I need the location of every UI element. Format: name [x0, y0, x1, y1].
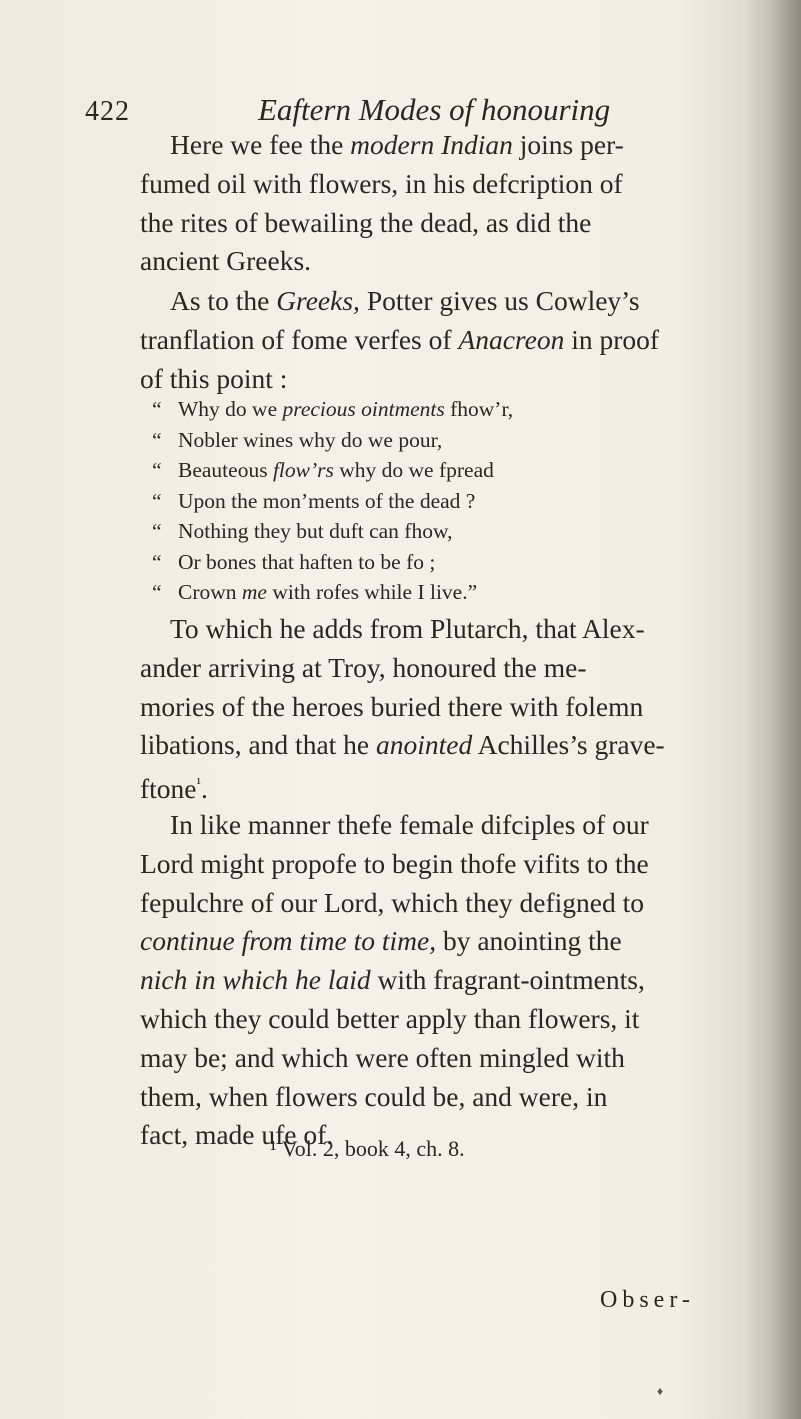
- text-line: ancient Greeks.: [140, 245, 312, 277]
- text-line: libations, and that he anointed Achilles’s grave-: [140, 729, 665, 761]
- text-line: the rites of bewailing the dead, as did the: [140, 206, 592, 238]
- text-line: Here we fee the modern Indian joins per-: [170, 129, 624, 160]
- text-line: of this point :: [140, 362, 288, 394]
- text-line: them, when flowers could be, and were, in: [140, 1080, 608, 1112]
- running-title: Eaftern Modes of honouring: [258, 92, 611, 127]
- footnote-reference: ¹: [196, 776, 202, 793]
- text-line: tranflation of fome verfes of Anacreon in proof: [140, 323, 660, 355]
- text-line: Lord might propofe to begin thofe vifits to the: [140, 847, 649, 879]
- verse-line: “ Beauteous flow’rs why do we fpread: [152, 458, 494, 482]
- text-line: which they could better apply than flowers, it: [140, 1002, 640, 1034]
- text-line: may be; and which were often mingled with: [140, 1041, 625, 1073]
- text-line: mories of the heroes buried there with folemn: [140, 690, 644, 722]
- text-line: continue from time to time, by anointing the: [140, 925, 622, 957]
- verse-line: “ Why do we precious ointments fhow’r,: [152, 397, 514, 421]
- text-line: As to the Greeks, Potter gives us Cowley’s: [170, 285, 640, 316]
- text-line: In like manner thefe female difciples of our: [170, 809, 649, 840]
- verse-line: “ Nobler wines why do we pour,: [152, 427, 443, 452]
- text-line: fumed oil with flowers, in his defcription of: [140, 167, 623, 199]
- verse-line: “ Nothing they but duft can fhow,: [152, 519, 453, 543]
- verse-line: “ Or bones that haften to be fo ;: [152, 549, 436, 574]
- footnote: ¹ Vol. 2, book 4, ch. 8.: [270, 1136, 465, 1161]
- text-line: fact, made ufe of.: [140, 1119, 334, 1151]
- text-line: fepulchre of our Lord, which they defigned to: [140, 886, 644, 918]
- text-line: ftone$^{^1}$.: [140, 773, 208, 805]
- paragraph-3: [140, 610, 690, 809]
- page-edge-shadow: [746, 0, 801, 1419]
- text-line: nich in which he laid with fragrant-ointments,: [140, 964, 645, 996]
- page-number: 422: [85, 96, 130, 127]
- bottom-mark: ♦: [657, 1384, 664, 1398]
- verse-quotation: [152, 394, 672, 608]
- paragraph-4: [140, 806, 690, 1155]
- verse-line: “ Crown me with rofes while I live.”: [152, 580, 478, 604]
- catchword: Obser-: [600, 1287, 695, 1313]
- text-line: To which he adds from Plutarch, that Alex-: [170, 613, 645, 644]
- text-line: ander arriving at Troy, honoured the me-: [140, 651, 587, 683]
- paragraph-1: [140, 126, 690, 281]
- verse-line: “ Upon the mon’ments of the dead ?: [152, 488, 476, 513]
- paragraph-2: [140, 282, 690, 398]
